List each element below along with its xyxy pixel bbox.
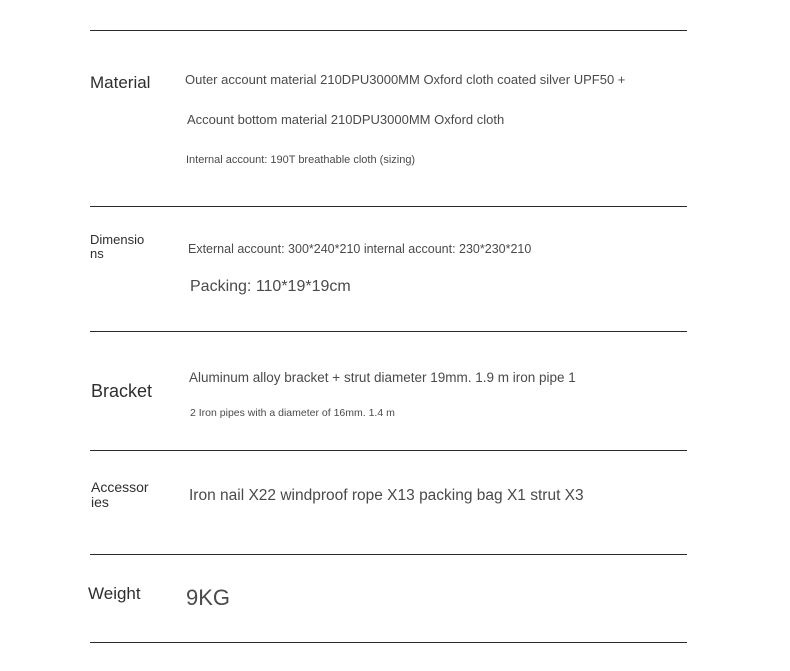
accessories-label-part-2: ies (91, 493, 109, 510)
divider-top (90, 30, 687, 31)
divider-accessories (90, 554, 687, 555)
accessories-line-1: Iron nail X22 windproof rope X13 packing bag X1 strut X3 (189, 487, 584, 504)
bracket-line-2: 2 Iron pipes with a diameter of 16mm. 1.4 m (190, 407, 395, 419)
dimensions-label-part-1: Dimensio (90, 232, 145, 247)
material-line-1: Outer account material 210DPU3000MM Oxford cloth coated silver UPF50 + (185, 72, 626, 87)
accessories-label (91, 480, 149, 509)
dimensions-packing: Packing: 110*19*19cm (190, 278, 351, 295)
material-line-3: Internal account: 190T breathable cloth (sizing) (186, 154, 416, 166)
divider-dimensions (90, 331, 687, 332)
material-line-2: Account bottom material 210DPU3000MM Oxford cloth (187, 112, 505, 127)
divider-bracket (90, 450, 687, 451)
bracket-label: Bracket (91, 381, 153, 401)
divider-material (90, 206, 687, 207)
weight-label: Weight (88, 584, 141, 603)
dimensions-line-1: External account: 300*240*210 internal account: 230*230*210 (188, 242, 532, 256)
accessories-label-part-1: Accessor (91, 479, 149, 495)
weight-value: 9KG (186, 585, 231, 610)
divider-bottom (90, 642, 687, 643)
material-label: Material (90, 73, 151, 92)
dimensions-label-part-2: ns (90, 245, 104, 261)
dimensions-label (90, 233, 144, 260)
bracket-line-1: Aluminum alloy bracket + strut diameter 19mm. 1.9 m iron pipe 1 (189, 370, 576, 385)
